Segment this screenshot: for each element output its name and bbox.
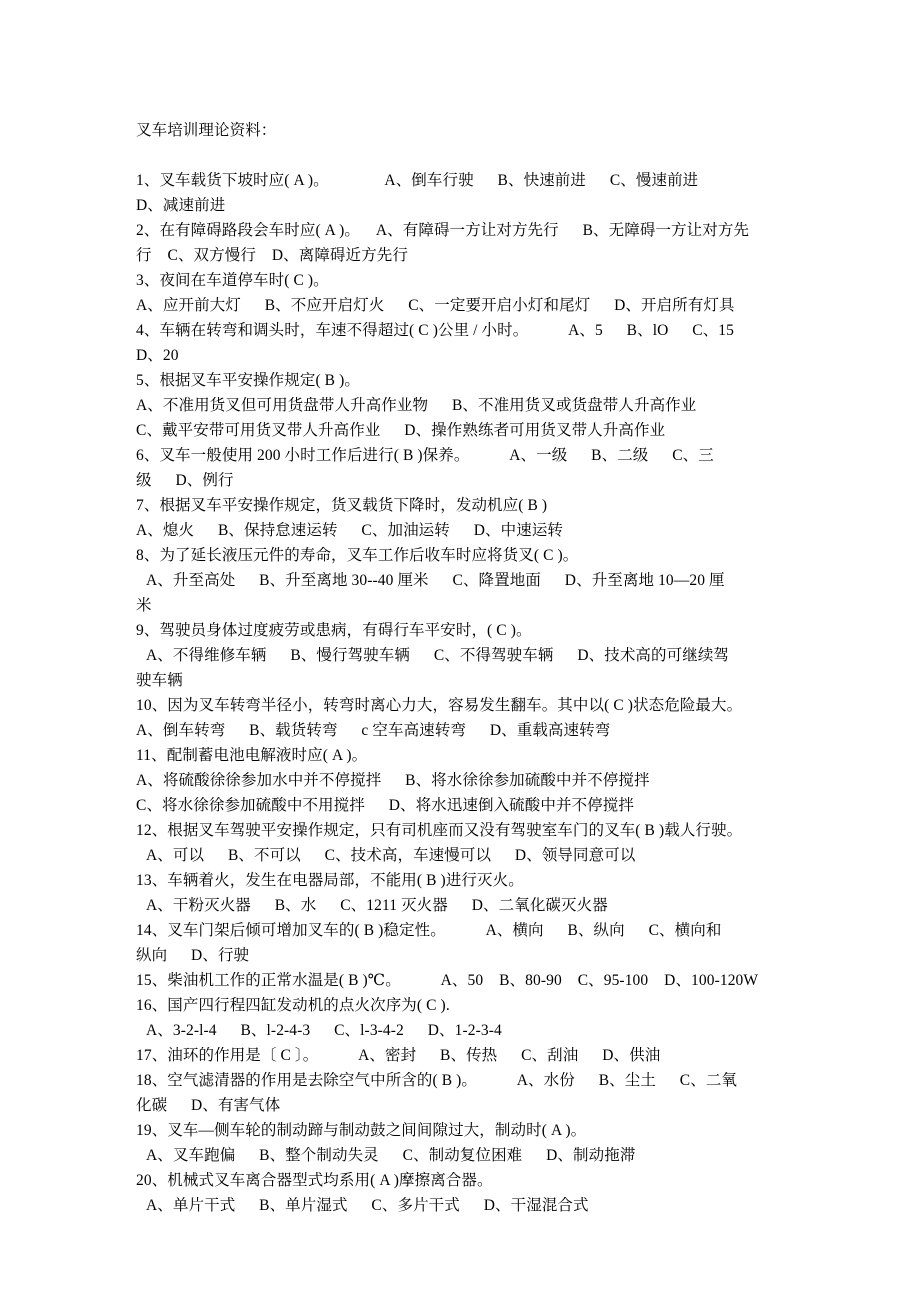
answer-options-line: A、升至高处 B、升至离地 30--40 厘米 C、降置地面 D、升至离地 10—20 厘 bbox=[146, 572, 725, 589]
question-block bbox=[136, 993, 792, 1043]
document-title: 叉车培训理论资料： bbox=[136, 122, 277, 139]
question-text: 9、驾驶员身体过度疲劳或患病，有碍行车平安时，( C )。 bbox=[136, 622, 532, 639]
question-text: 15、柴油机工作的正常水温是( B )℃。 A、50 B、80-90 C、95-100 D、100-120W bbox=[136, 972, 759, 989]
question-block bbox=[136, 493, 792, 543]
question-text: 19、叉车—侧车轮的制动蹄与制动鼓之间间隙过大，制动时( A )。 bbox=[136, 1122, 587, 1139]
answer-options-line: A、单片干式 B、单片湿式 C、多片干式 D、干湿混合式 bbox=[146, 1197, 589, 1214]
answer-options-line: 化碳 D、有害气体 bbox=[136, 1097, 281, 1114]
answer-options-line: A、不准用货叉但可用货盘带人升高作业物 B、不准用货叉或货盘带人升高作业 bbox=[136, 397, 697, 414]
question-block bbox=[136, 368, 792, 443]
answer-options-line: 行 C、双方慢行 D、离障碍近方先行 bbox=[136, 247, 408, 264]
question-text: 14、叉车门架后倾可增加叉车的( B )稳定性。 A、横向 B、纵向 C、横向和 bbox=[136, 922, 722, 939]
question-block bbox=[136, 693, 792, 743]
question-text: 13、车辆着火，发生在电器局部，不能用( B )进行灭火。 bbox=[136, 872, 524, 889]
answer-options-line: 驶车辆 bbox=[136, 672, 183, 689]
question-block bbox=[136, 743, 792, 818]
answer-options-line: A、叉车跑偏 B、整个制动失灵 C、制动复位困难 D、制动拖滞 bbox=[146, 1147, 636, 1164]
answer-options-line: 米 bbox=[136, 597, 152, 614]
answer-options-line: 纵向 D、行驶 bbox=[136, 947, 250, 964]
question-block bbox=[136, 168, 792, 218]
answer-options-line: 级 D、例行 bbox=[136, 472, 234, 489]
question-list bbox=[136, 168, 792, 1218]
question-block bbox=[136, 268, 792, 318]
answer-options-line: C、戴平安带可用货叉带人升高作业 D、操作熟练者可用货叉带人升高作业 bbox=[136, 422, 666, 439]
question-block bbox=[136, 543, 792, 618]
question-block bbox=[136, 918, 792, 968]
answer-options-line: A、应开前大灯 B、不应开启灯火 C、一定要开启小灯和尾灯 D、开启所有灯具 bbox=[136, 297, 735, 314]
question-block bbox=[136, 1043, 792, 1068]
answer-options-line: A、熄火 B、保持怠速运转 C、加油运转 D、中速运转 bbox=[136, 522, 564, 539]
answer-options-line: A、3-2-l-4 B、l-2-4-3 C、l-3-4-2 D、1-2-3-4 bbox=[146, 1022, 502, 1039]
answer-options-line: D、减速前进 bbox=[136, 197, 226, 214]
question-block bbox=[136, 818, 792, 868]
question-text: 18、空气滤清器的作用是去除空气中所含的( B )。 A、水份 B、尘土 C、二氧 bbox=[136, 1072, 738, 1089]
answer-options-line: D、20 bbox=[136, 347, 179, 364]
question-text: 2、在有障碍路段会车时应( A )。 A、有障碍一方让对方先行 B、无障碍一方让对方先 bbox=[136, 222, 750, 239]
question-text: 1、叉车载货下坡时应( A )。 A、倒车行驶 B、快速前进 C、慢速前进 bbox=[136, 172, 699, 189]
question-block bbox=[136, 318, 792, 368]
question-text: 5、根据叉车平安操作规定( B )。 bbox=[136, 372, 360, 389]
answer-options-line: A、干粉灭火器 B、水 C、1211 灭火器 D、二氧化碳灭火器 bbox=[146, 897, 608, 914]
question-text: 11、配制蓄电池电解液时应( A )。 bbox=[136, 747, 368, 764]
question-block bbox=[136, 968, 792, 993]
question-text: 16、国产四行程四缸发动机的点火次序为( C ). bbox=[136, 997, 450, 1014]
question-block bbox=[136, 218, 792, 268]
question-text: 3、夜间在车道停车时( C )。 bbox=[136, 272, 329, 289]
question-text: 6、叉车一般使用 200 小时工作后进行( B )保养。 A、一级 B、二级 C、三 bbox=[136, 447, 714, 464]
question-text: 4、车辆在转弯和调头时，车速不得超过( C )公里 / 小时。 A、5 B、lO C、15 bbox=[136, 322, 734, 339]
question-block bbox=[136, 1168, 792, 1218]
question-text: 7、根据叉车平安操作规定，货叉载货下降时，发动机应( B ) bbox=[136, 497, 548, 514]
question-text: 8、为了延长液压元件的寿命，叉车工作后收车时应将货叉( C )。 bbox=[136, 547, 579, 564]
answer-options-line: C、将水徐徐参加硫酸中不用搅拌 D、将水迅速倒入硫酸中并不停搅拌 bbox=[136, 797, 634, 814]
question-block bbox=[136, 1118, 792, 1168]
question-block bbox=[136, 1068, 792, 1118]
answer-options-line: A、可以 B、不可以 C、技术高，车速慢可以 D、领导同意可以 bbox=[146, 847, 636, 864]
question-text: 17、油环的作用是〔 C 〕。 A、密封 B、传热 C、刮油 D、供油 bbox=[136, 1047, 661, 1064]
question-text: 10、因为叉车转弯半径小，转弯时离心力大，容易发生翻车。其中以( C )状态危险最大。 bbox=[136, 697, 743, 714]
question-block bbox=[136, 868, 792, 918]
answer-options-line: A、倒车转弯 B、载货转弯 c 空车高速转弯 D、重载高速转弯 bbox=[136, 722, 611, 739]
question-text: 20、机械式叉车离合器型式均系用( A )摩擦离合器。 bbox=[136, 1172, 493, 1189]
answer-options-line: A、不得维修车辆 B、慢行驾驶车辆 C、不得驾驶车辆 D、技术高的可继续驾 bbox=[146, 647, 730, 664]
question-block bbox=[136, 443, 792, 493]
question-block bbox=[136, 618, 792, 693]
answer-options-line: A、将硫酸徐徐参加水中并不停搅拌 B、将水徐徐参加硫酸中并不停搅拌 bbox=[136, 772, 650, 789]
question-text: 12、根据叉车驾驶平安操作规定，只有司机座而又没有驾驶室车门的叉车( B )载人行驶。 bbox=[136, 822, 743, 839]
